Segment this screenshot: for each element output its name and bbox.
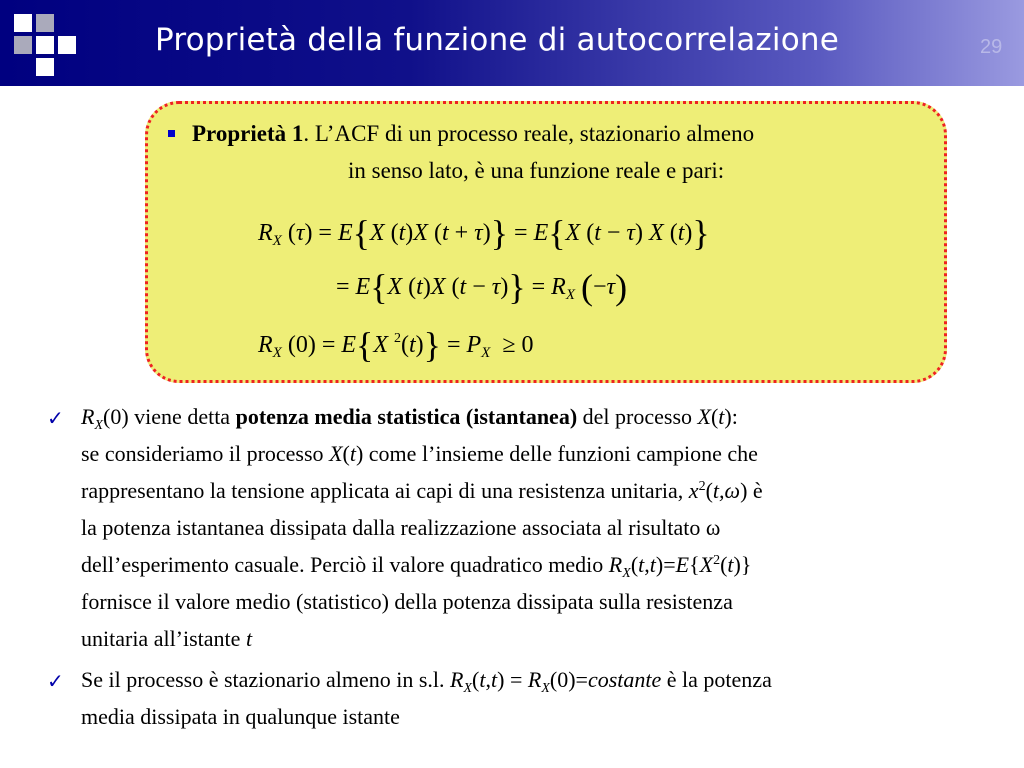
equation-1: $R_X$ (τ) = E{X (t)X (t + τ)} = E{X (t − τ) X (t)} [258, 213, 710, 253]
decor-square [14, 14, 32, 32]
bullet-1-line-6: fornisce il valore medio (statistico) della potenza dissipata sulla resistenza [81, 589, 733, 614]
bullet-1-line-5: dell’esperimento casuale. Perciò il valore quadratico medio $R_X(t,t)=E\{X^2(t)\}$ [81, 552, 752, 581]
decor-square [36, 14, 54, 32]
bullet-1-line-1: $R_X(0)$ viene detta potenza media statistica (istantanea) del processo X(t): [81, 404, 738, 433]
check-icon: ✓ [47, 669, 64, 693]
bullet-1-line-4: la potenza istantanea dissipata dalla realizzazione associata al risultato ω [81, 515, 721, 540]
check-icon: ✓ [47, 406, 64, 430]
bullet-1-line-3: rappresentano la tensione applicata ai capi di una resistenza unitaria, $x^2(t,\omega)$ è [81, 478, 763, 503]
equation-3: $R_X$ (0) = E{X $^2(t)\} = P_X \ge 0$ [258, 325, 534, 365]
bullet-1-line-2: se consideriamo il processo X(t) come l’insieme delle funzioni campione che [81, 441, 758, 466]
property-text-line2: in senso lato, è una funzione reale e pari: [348, 158, 725, 183]
property-text-line1: . L’ACF di un processo reale, stazionario almeno [303, 121, 755, 146]
decor-square [36, 58, 54, 76]
bullet-2-line-1: Se il processo è stazionario almeno in s.l. $R_X(t,t)$ = $R_X(0)=costante$ è la potenza [81, 667, 772, 696]
property-label: Proprietà 1 [192, 121, 304, 146]
bullet-1-line-7: unitaria all’istante t [81, 626, 253, 651]
bullet-2-line-2: media dissipata in qualunque istante [81, 704, 400, 729]
square-bullet-icon [168, 130, 175, 137]
equation-2: = E{X (t)X $(t - \tau)\} = R_X$ (−τ) [336, 267, 628, 307]
decor-square [58, 36, 76, 54]
decor-square [36, 36, 54, 54]
title-bar [0, 0, 1024, 86]
page-title: Proprietà della funzione di autocorrelazione [155, 22, 839, 58]
property-text [192, 121, 754, 147]
decor-square [14, 36, 32, 54]
slide-number: 29 [980, 36, 1003, 58]
